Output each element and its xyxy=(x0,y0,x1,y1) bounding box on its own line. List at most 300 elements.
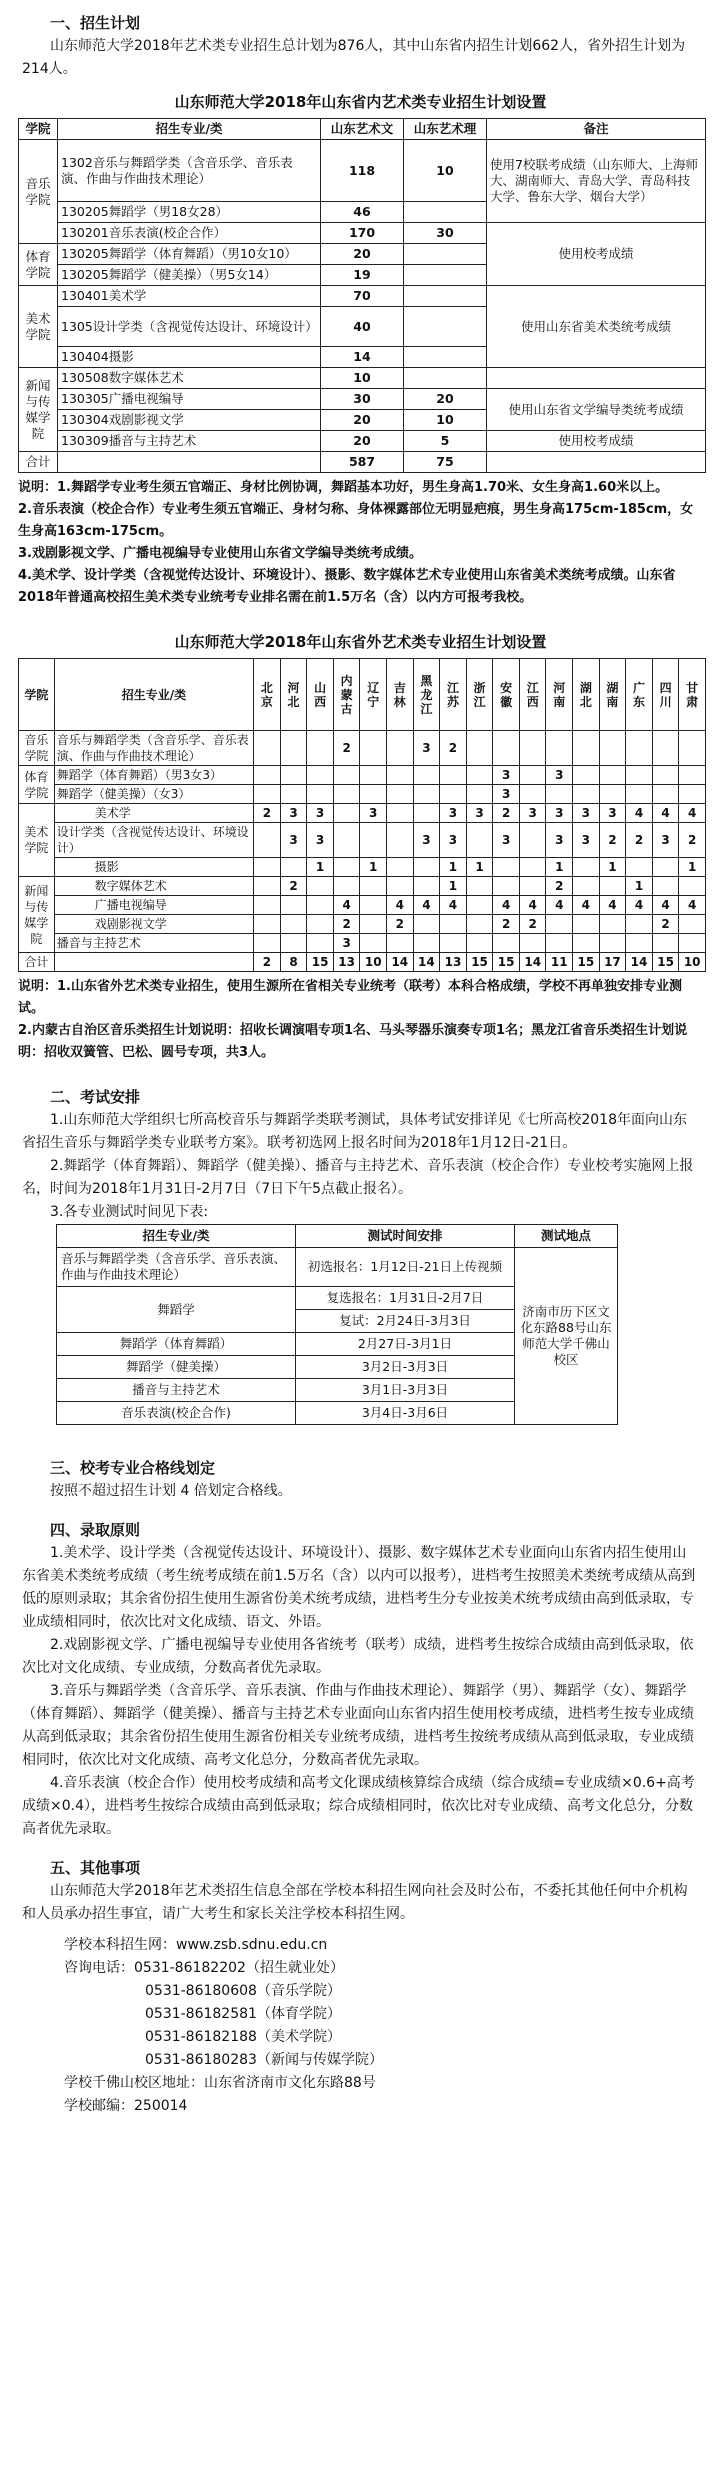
time-cell: 3月4日-3月6日 xyxy=(296,1402,515,1425)
total-empty xyxy=(58,452,321,473)
plan-cell xyxy=(254,877,281,896)
plan-cell xyxy=(466,731,493,766)
phone-number: 0531-86182581（体育学院） xyxy=(145,2006,341,2022)
plan-cell: 1 xyxy=(360,858,387,877)
note-line: 说明：1.山东省外艺术类专业招生，使用生源所在省相关专业统考（联考）本科合格成绩，学校不再单独安排专业测试。 xyxy=(18,979,682,1016)
section-2-para: 3.各专业测试时间见下表: xyxy=(50,1204,209,1220)
college-cell: 新闻与传媒学院 xyxy=(19,368,58,452)
plan-cell: 1 xyxy=(679,858,706,877)
plan-cell xyxy=(679,934,706,953)
total-cell: 8 xyxy=(280,953,307,972)
table-row xyxy=(19,804,706,823)
plan-cell: 3 xyxy=(440,804,467,823)
wen-cell: 20 xyxy=(321,431,404,452)
total-cell: 14 xyxy=(413,953,440,972)
plan-cell: 3 xyxy=(466,804,493,823)
plan-cell xyxy=(360,896,387,915)
province-header: 河南 xyxy=(546,659,573,731)
plan-cell: 2 xyxy=(626,823,653,858)
plan-cell xyxy=(493,934,520,953)
col-major: 招生专业/类 xyxy=(54,659,253,731)
plan-cell: 2 xyxy=(387,915,414,934)
province-header: 安徽 xyxy=(493,659,520,731)
province-header: 吉林 xyxy=(387,659,414,731)
plan-cell: 4 xyxy=(519,896,546,915)
time-cell: 3月2日-3月3日 xyxy=(296,1356,515,1379)
remark-cell: 使用山东省文学编导类统考成绩 xyxy=(487,389,706,431)
plan-cell: 4 xyxy=(652,804,679,823)
province-header: 山西 xyxy=(307,659,334,731)
wen-cell: 118 xyxy=(321,140,404,202)
plan-cell xyxy=(599,731,626,766)
table-1-notes xyxy=(18,477,703,609)
plan-cell: 1 xyxy=(626,877,653,896)
plan-cell xyxy=(387,858,414,877)
plan-cell: 2 xyxy=(333,731,360,766)
phone-number: 0531-86180608（音乐学院） xyxy=(145,1983,341,1999)
province-header: 内蒙古 xyxy=(333,659,360,731)
plan-cell xyxy=(599,915,626,934)
plan-cell xyxy=(679,731,706,766)
plan-cell: 4 xyxy=(387,896,414,915)
table-row xyxy=(19,934,706,953)
plan-cell: 2 xyxy=(333,915,360,934)
plan-cell: 4 xyxy=(599,896,626,915)
major-cell: 130309播音与主持艺术 xyxy=(58,431,321,452)
plan-cell xyxy=(333,823,360,858)
plan-cell xyxy=(360,877,387,896)
plan-cell xyxy=(599,785,626,804)
plan-cell xyxy=(519,934,546,953)
major-cell: 摄影 xyxy=(54,858,253,877)
table-row xyxy=(19,915,706,934)
plan-cell xyxy=(679,766,706,785)
total-empty xyxy=(54,953,253,972)
section-3-title: 三、校考专业合格线划定 xyxy=(50,1459,216,1477)
total-cell: 2 xyxy=(254,953,281,972)
wen-cell: 170 xyxy=(321,223,404,244)
province-header: 江西 xyxy=(519,659,546,731)
remark-cell xyxy=(487,368,706,389)
section-4-para: 1.美术学、设计学类（含视觉传达设计、环境设计）、摄影、数字媒体艺术专业面向山东省内招生使用山东省美术类统考成绩（考生统考成绩在前1.5万名（含）以内可以报考），进档考生按照美术类统考成绩从高到低的原则录取；其余省份招生使用生源省份美术统考成绩，进档考生分专业按美术统考成绩由高到低录取，专业成绩相同时，依次比对文化成绩、语文、外语。 xyxy=(22,1545,696,1630)
plan-cell xyxy=(573,785,600,804)
plan-cell xyxy=(626,915,653,934)
plan-cell xyxy=(360,915,387,934)
plan-cell xyxy=(493,731,520,766)
li-cell xyxy=(404,202,487,223)
plan-cell xyxy=(519,766,546,785)
major-cell: 1305设计学类（含视觉传达设计、环境设计） xyxy=(58,307,321,347)
li-cell: 20 xyxy=(404,389,487,410)
total-cell: 13 xyxy=(333,953,360,972)
major-cell: 播音与主持艺术 xyxy=(54,934,253,953)
plan-cell: 4 xyxy=(333,896,360,915)
plan-cell: 1 xyxy=(466,858,493,877)
col-li: 山东艺术理 xyxy=(404,119,487,140)
note-line: 2.音乐表演（校企合作）专业考生须五官端正、身材匀称、身体裸露部位无明显疤痕，男生身高175cm-185cm，女生身高163cm-175cm。 xyxy=(18,502,694,539)
total-remark-empty xyxy=(487,452,706,473)
col-major: 招生专业/类 xyxy=(57,1225,296,1248)
plan-cell xyxy=(387,877,414,896)
major-cell: 舞蹈学（健美操）（女3） xyxy=(54,785,253,804)
li-cell: 30 xyxy=(404,223,487,244)
plan-cell xyxy=(254,823,281,858)
plan-cell xyxy=(652,785,679,804)
major-cell: 130205舞蹈学（健美操）（男5女14） xyxy=(58,265,321,286)
col-wen: 山东艺术文 xyxy=(321,119,404,140)
site-label: 学校本科招生网： xyxy=(64,1937,176,1953)
plan-cell: 3 xyxy=(360,804,387,823)
college-cell: 音乐学院 xyxy=(19,140,58,244)
province-header: 辽宁 xyxy=(360,659,387,731)
plan-cell: 2 xyxy=(546,877,573,896)
plan-cell: 3 xyxy=(493,766,520,785)
in-province-plan-table xyxy=(18,118,706,473)
plan-cell: 4 xyxy=(626,896,653,915)
plan-cell xyxy=(679,877,706,896)
out-province-plan-table xyxy=(18,658,706,972)
plan-cell: 3 xyxy=(413,731,440,766)
plan-cell xyxy=(493,858,520,877)
plan-cell: 3 xyxy=(599,804,626,823)
plan-cell: 1 xyxy=(599,858,626,877)
col-remark: 备注 xyxy=(487,119,706,140)
wen-cell: 30 xyxy=(321,389,404,410)
note-line: 说明：1.舞蹈学专业考生须五官端正、身材比例协调，舞蹈基本功好，男生身高1.70米、女生身高1.60米以上。 xyxy=(18,480,669,495)
plan-cell xyxy=(254,934,281,953)
plan-cell xyxy=(546,785,573,804)
plan-cell xyxy=(466,785,493,804)
plan-cell xyxy=(307,785,334,804)
plan-cell xyxy=(387,731,414,766)
major-cell: 130205舞蹈学（体育舞蹈）（男10女10） xyxy=(58,244,321,265)
phone-number: 0531-86180283（新闻与传媒学院） xyxy=(145,2052,383,2068)
plan-cell xyxy=(652,858,679,877)
total-cell: 11 xyxy=(546,953,573,972)
province-header: 四川 xyxy=(652,659,679,731)
phone-number: 0531-86182188（美术学院） xyxy=(145,2029,341,2045)
plan-cell xyxy=(413,858,440,877)
plan-cell xyxy=(466,915,493,934)
li-cell xyxy=(404,307,487,347)
time-cell: 复选报名：1月31日-2月7日 xyxy=(296,1287,515,1310)
province-header: 湖北 xyxy=(573,659,600,731)
plan-cell xyxy=(573,877,600,896)
college-cell: 音乐学院 xyxy=(19,731,55,766)
major-cell: 130205舞蹈学（男18女28） xyxy=(58,202,321,223)
plan-cell xyxy=(413,766,440,785)
major-cell: 舞蹈学（体育舞蹈）（男3女3） xyxy=(54,766,253,785)
section-5-title: 五、其他事项 xyxy=(50,1859,141,1877)
major-cell: 舞蹈学 xyxy=(57,1287,296,1333)
time-cell: 2月27日-3月1日 xyxy=(296,1333,515,1356)
province-header: 河北 xyxy=(280,659,307,731)
plan-cell: 1 xyxy=(440,858,467,877)
plan-cell xyxy=(546,731,573,766)
li-cell xyxy=(404,265,487,286)
total-cell: 17 xyxy=(599,953,626,972)
plan-cell xyxy=(280,731,307,766)
plan-cell xyxy=(254,915,281,934)
plan-cell: 2 xyxy=(599,823,626,858)
major-cell: 130305广播电视编导 xyxy=(58,389,321,410)
plan-cell xyxy=(413,785,440,804)
plan-cell xyxy=(387,823,414,858)
plan-cell: 4 xyxy=(652,896,679,915)
plan-cell: 3 xyxy=(493,823,520,858)
major-cell: 广播电视编导 xyxy=(54,896,253,915)
plan-cell xyxy=(519,858,546,877)
major-cell: 戏剧影视文学 xyxy=(54,915,253,934)
total-cell: 15 xyxy=(573,953,600,972)
college-cell: 体育学院 xyxy=(19,766,55,804)
province-header: 江苏 xyxy=(440,659,467,731)
plan-cell xyxy=(307,877,334,896)
plan-cell xyxy=(280,858,307,877)
table-1-title: 山东师范大学2018年山东省内艺术类专业招生计划设置 xyxy=(174,93,547,111)
plan-cell: 2 xyxy=(493,915,520,934)
plan-cell xyxy=(573,915,600,934)
major-cell: 130508数字媒体艺术 xyxy=(58,368,321,389)
plan-cell xyxy=(333,785,360,804)
total-cell: 13 xyxy=(440,953,467,972)
major-cell: 130401美术学 xyxy=(58,286,321,307)
plan-cell: 4 xyxy=(546,896,573,915)
province-header: 甘肃 xyxy=(679,659,706,731)
plan-cell: 3 xyxy=(307,804,334,823)
address-value: 山东省济南市文化东路88号 xyxy=(204,2075,376,2091)
plan-cell xyxy=(360,731,387,766)
plan-cell: 2 xyxy=(280,877,307,896)
college-cell: 美术学院 xyxy=(19,286,58,368)
table-row xyxy=(19,766,706,785)
exam-schedule-table xyxy=(56,1224,618,1425)
plan-cell: 3 xyxy=(493,785,520,804)
plan-cell: 3 xyxy=(652,823,679,858)
li-cell xyxy=(404,368,487,389)
major-cell: 舞蹈学（体育舞蹈） xyxy=(57,1333,296,1356)
col-college: 学院 xyxy=(19,659,55,731)
province-header: 湖南 xyxy=(599,659,626,731)
plan-cell xyxy=(652,877,679,896)
plan-cell: 2 xyxy=(254,804,281,823)
total-cell: 15 xyxy=(493,953,520,972)
plan-cell xyxy=(440,915,467,934)
plan-cell xyxy=(626,731,653,766)
table-row xyxy=(19,731,706,766)
plan-cell xyxy=(333,858,360,877)
col-place: 测试地点 xyxy=(515,1225,618,1248)
plan-cell: 3 xyxy=(546,823,573,858)
wen-cell: 40 xyxy=(321,307,404,347)
plan-cell: 3 xyxy=(546,804,573,823)
plan-cell xyxy=(360,766,387,785)
li-cell: 10 xyxy=(404,140,487,202)
plan-cell xyxy=(307,934,334,953)
plan-cell xyxy=(413,915,440,934)
plan-cell: 4 xyxy=(413,896,440,915)
plan-cell xyxy=(519,785,546,804)
section-5-para: 山东师范大学2018年艺术类招生信息全部在学校本科招生网向社会及时公布，不委托其他任何中介机构和人员承办招生事宜，请广大考生和家长关注学校本科招生网。 xyxy=(22,1883,688,1922)
plan-cell xyxy=(387,804,414,823)
address-label: 学校千佛山校区地址： xyxy=(64,2075,204,2091)
major-cell: 130304戏剧影视文学 xyxy=(58,410,321,431)
total-label: 合计 xyxy=(19,953,55,972)
plan-cell: 4 xyxy=(493,896,520,915)
table-row xyxy=(19,858,706,877)
total-cell: 10 xyxy=(360,953,387,972)
province-header: 黑龙江 xyxy=(413,659,440,731)
plan-cell xyxy=(307,766,334,785)
phone-label: 咨询电话： xyxy=(64,1960,134,1976)
plan-cell: 3 xyxy=(573,804,600,823)
plan-cell xyxy=(599,766,626,785)
province-header: 浙江 xyxy=(466,659,493,731)
major-cell: 美术学 xyxy=(54,804,253,823)
plan-cell: 2 xyxy=(519,915,546,934)
total-li: 75 xyxy=(404,452,487,473)
plan-cell: 3 xyxy=(440,823,467,858)
section-4-title: 四、录取原则 xyxy=(50,1521,141,1539)
college-cell: 体育学院 xyxy=(19,244,58,286)
section-1-intro: 山东师范大学2018年艺术类专业招生总计划为876人，其中山东省内招生计划662人，省外招生计划为214人。 xyxy=(22,38,686,77)
plan-cell: 1 xyxy=(307,858,334,877)
major-cell: 音乐表演(校企合作) xyxy=(57,1402,296,1425)
plan-cell xyxy=(387,785,414,804)
plan-cell xyxy=(307,896,334,915)
plan-cell xyxy=(519,823,546,858)
plan-cell xyxy=(333,766,360,785)
time-cell: 复试：2月24日-3月3日 xyxy=(296,1310,515,1333)
plan-cell: 1 xyxy=(440,877,467,896)
plan-cell: 3 xyxy=(280,823,307,858)
province-header: 北京 xyxy=(254,659,281,731)
plan-cell xyxy=(333,804,360,823)
li-cell: 5 xyxy=(404,431,487,452)
plan-cell xyxy=(254,731,281,766)
wen-cell: 70 xyxy=(321,286,404,307)
total-cell: 14 xyxy=(626,953,653,972)
table-2-notes xyxy=(18,976,703,1064)
table-row xyxy=(19,785,706,804)
remark-cell: 使用7校联考成绩（山东师大、上海师大、湖南师大、青岛大学、青岛科技大学、鲁东大学、烟台大学） xyxy=(487,140,706,223)
major-cell: 130404摄影 xyxy=(58,347,321,368)
table-row xyxy=(19,877,706,896)
major-cell: 音乐与舞蹈学类（含音乐学、音乐表演、作曲与作曲技术理论） xyxy=(57,1248,296,1287)
plan-cell xyxy=(280,896,307,915)
plan-cell xyxy=(626,785,653,804)
plan-cell xyxy=(466,877,493,896)
section-4-para: 3.音乐与舞蹈学类（含音乐学、音乐表演、作曲与作曲技术理论）、舞蹈学（男）、舞蹈学（女）、舞蹈学（体育舞蹈）、舞蹈学（健美操）、播音与主持艺术专业面向山东省内招生使用校考成绩，进档考生按专业成绩从高到低录取；其余省份招生使用生源省份相关专业统考成绩，进档考生按统考成绩从高到低录取，专业成绩相同时，依次比对文化成绩、高考文化总分，分数高者优先录取。 xyxy=(22,1683,694,1768)
plan-cell xyxy=(360,823,387,858)
wen-cell: 20 xyxy=(321,410,404,431)
plan-cell xyxy=(466,823,493,858)
plan-cell: 3 xyxy=(573,823,600,858)
plan-cell xyxy=(626,858,653,877)
province-header: 广东 xyxy=(626,659,653,731)
col-time: 测试时间安排 xyxy=(296,1225,515,1248)
plan-cell xyxy=(360,934,387,953)
plan-cell: 3 xyxy=(280,804,307,823)
col-college: 学院 xyxy=(19,119,58,140)
plan-cell: 3 xyxy=(546,766,573,785)
total-cell: 14 xyxy=(387,953,414,972)
col-major: 招生专业/类 xyxy=(58,119,321,140)
note-line: 3.戏剧影视文学、广播电视编导专业使用山东省文学编导类统考成绩。 xyxy=(18,546,422,561)
total-cell: 10 xyxy=(679,953,706,972)
major-cell: 播音与主持艺术 xyxy=(57,1379,296,1402)
remark-cell: 使用山东省美术类统考成绩 xyxy=(487,286,706,368)
section-4-para: 2.戏剧影视文学、广播电视编导专业使用各省统考（联考）成绩，进档考生按综合成绩由高到低录取，依次比对文化成绩、专业成绩，分数高者优先录取。 xyxy=(22,1637,694,1676)
plan-cell: 2 xyxy=(493,804,520,823)
plan-cell xyxy=(546,915,573,934)
section-3-para: 按照不超过招生计划 4 倍划定合格线。 xyxy=(50,1483,292,1499)
plan-cell: 4 xyxy=(440,896,467,915)
zip-label: 学校邮编： xyxy=(64,2098,134,2114)
section-2-para: 1.山东师范大学组织七所高校音乐与舞蹈学类联考测试，具体考试安排详见《七所高校2018年面向山东省招生音乐与舞蹈学类专业联考方案》。联考初选网上报名时间为2018年1月12日-21日。 xyxy=(22,1112,687,1151)
plan-cell: 2 xyxy=(679,823,706,858)
plan-cell xyxy=(440,934,467,953)
plan-cell xyxy=(360,785,387,804)
plan-cell: 1 xyxy=(546,858,573,877)
plan-cell xyxy=(387,934,414,953)
plan-cell xyxy=(546,934,573,953)
time-cell: 3月1日-3月3日 xyxy=(296,1379,515,1402)
plan-cell xyxy=(652,731,679,766)
plan-cell: 4 xyxy=(679,804,706,823)
plan-cell xyxy=(679,785,706,804)
li-cell: 10 xyxy=(404,410,487,431)
contact-block xyxy=(64,1934,709,2118)
plan-cell: 4 xyxy=(626,804,653,823)
section-2-title: 二、考试安排 xyxy=(50,1088,141,1106)
note-line: 4.美术学、设计学类（含视觉传达设计、环境设计）、摄影、数字媒体艺术专业使用山东省美术类统考成绩。山东省2018年普通高校招生美术类专业统考专业排名需在前1.5万名（含）以内方可报考我校。 xyxy=(18,568,676,605)
plan-cell xyxy=(599,877,626,896)
major-cell: 130201音乐表演(校企合作） xyxy=(58,223,321,244)
major-cell: 音乐与舞蹈学类（含音乐学、音乐表演、作曲与作曲技术理论） xyxy=(54,731,253,766)
wen-cell: 14 xyxy=(321,347,404,368)
wen-cell: 46 xyxy=(321,202,404,223)
phone-number: 0531-86182202（招生就业处） xyxy=(134,1960,344,1976)
place-cell: 济南市历下区文化东路88号山东师范大学千佛山校区 xyxy=(515,1248,618,1425)
plan-cell xyxy=(466,766,493,785)
section-2-para: 2.舞蹈学（体育舞蹈）、舞蹈学（健美操）、播音与主持艺术、音乐表演（校企合作）专业校考实施网上报名，时间为2018年1月31日-2月7日（7日下午5点截止报名）。 xyxy=(22,1158,694,1197)
plan-cell: 3 xyxy=(413,823,440,858)
total-label: 合计 xyxy=(19,452,58,473)
plan-cell xyxy=(254,858,281,877)
site-link[interactable]: www.zsb.sdnu.edu.cn xyxy=(176,1937,328,1953)
major-cell: 设计学类（含视觉传达设计、环境设计） xyxy=(54,823,253,858)
plan-cell: 4 xyxy=(679,896,706,915)
plan-cell xyxy=(280,785,307,804)
plan-cell xyxy=(280,934,307,953)
plan-cell xyxy=(440,785,467,804)
plan-cell xyxy=(254,766,281,785)
plan-cell xyxy=(413,804,440,823)
plan-cell xyxy=(626,766,653,785)
table-row xyxy=(19,896,706,915)
plan-cell xyxy=(307,915,334,934)
college-cell: 美术学院 xyxy=(19,804,55,877)
plan-cell: 2 xyxy=(652,915,679,934)
wen-cell: 19 xyxy=(321,265,404,286)
plan-cell: 3 xyxy=(333,934,360,953)
time-cell: 初选报名：1月12日-21日上传视频 xyxy=(296,1248,515,1287)
plan-cell xyxy=(413,877,440,896)
plan-cell: 3 xyxy=(307,823,334,858)
plan-cell: 3 xyxy=(519,804,546,823)
plan-cell xyxy=(333,877,360,896)
